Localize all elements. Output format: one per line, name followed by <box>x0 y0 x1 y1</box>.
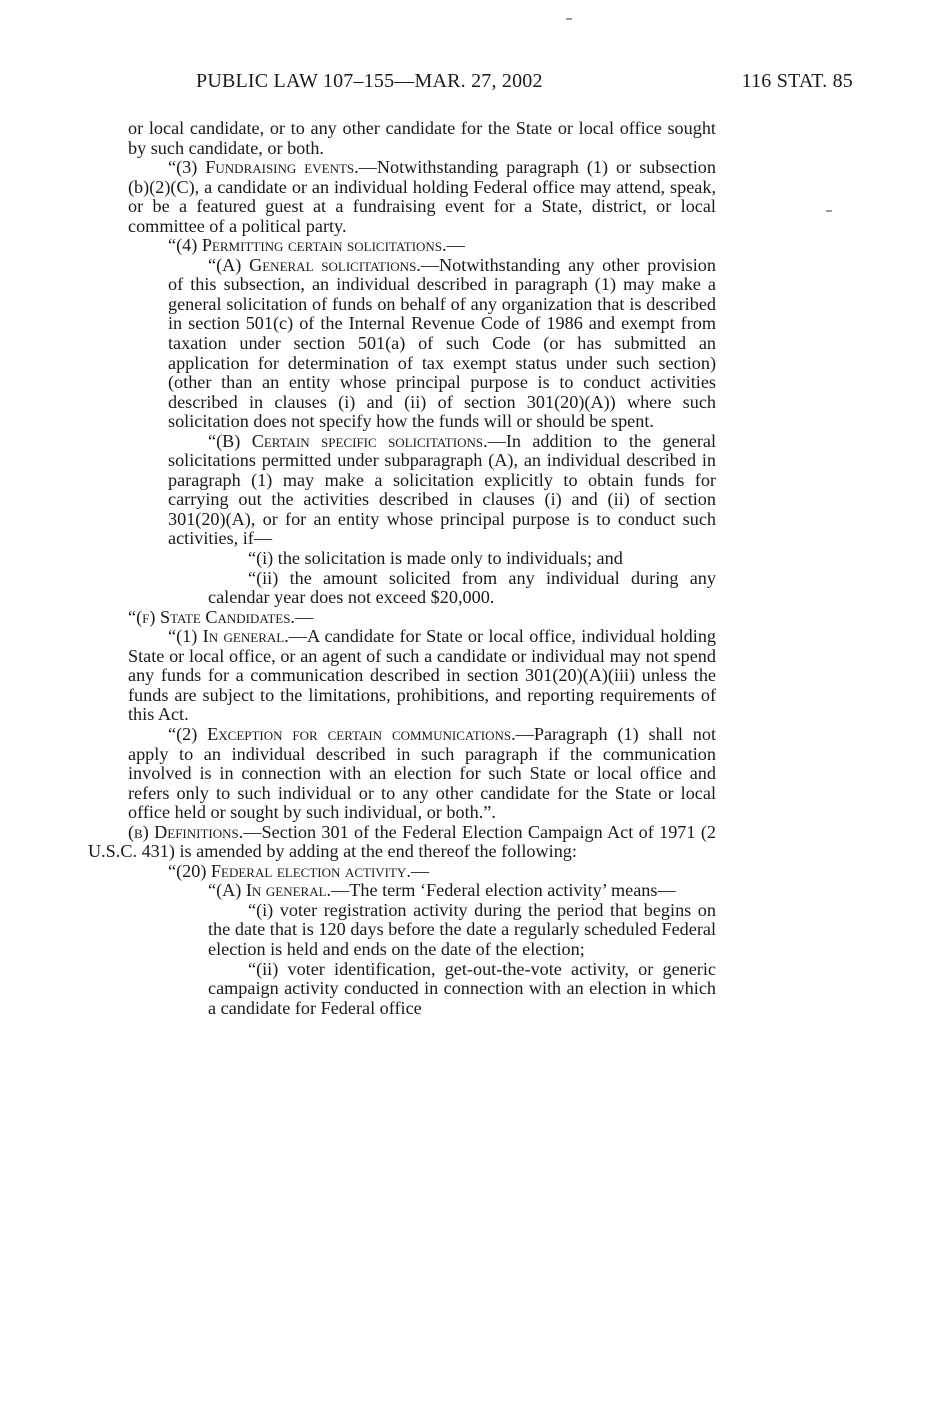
paragraph-in-general: “(1) In general.—A candidate for State or local office, individual holding State or local office, or an agent of such a candidate or individual may not spend any funds for a communication described in section 301(20)(A)(iii) unless the funds are subject to the limitations, prohibitions, and reporting requirements of this Act. <box>128 626 717 725</box>
document-body <box>88 119 716 1018</box>
section-definitions: (b) Definitions.—Section 301 of the Federal Election Campaign Act of 1971 (2 U.S.C. 431) is amended by adding at the end thereof the following: <box>88 821 716 862</box>
clause-ii-amount: “(ii) the amount solicited from any individual during any calendar year does not exceed $20,000. <box>208 567 716 608</box>
paragraph-heading: “(2) Exception for certain communications.— <box>168 723 534 744</box>
section-heading: (b) Definitions.— <box>128 821 262 842</box>
clause-ii-voter-identification: “(ii) voter identification, get-out-the-vote activity, or generic campaign activity conducted in connection with an election in which a candidate for Federal office <box>208 958 716 1018</box>
paragraph-heading: “(B) Certain specific solicitations.— <box>208 430 506 451</box>
header-page-number: 116 STAT. 85 <box>741 70 853 92</box>
header-title: PUBLIC LAW 107–155—MAR. 27, 2002 <box>196 70 543 92</box>
paragraph-specific-solicitations: “(B) Certain specific solicitations.—In addition to the general solicitations permitted under subparagraph (A), an individual described in paragraph (1) may make a solicitation explicitly to obtain funds for carrying out the activities described in clauses (i) and (ii) of section 301(20)(A), or for an entity whose principal purpose is to conduct such activities, if— <box>168 430 717 549</box>
scan-speck <box>566 18 572 20</box>
clause-i-voter-registration: “(i) voter registration activity during the period that begins on the date that is 120 days before the date a regularly scheduled Federal election is held and ends on the date of the election; <box>208 899 716 959</box>
paragraph-permitting-solicitations <box>128 236 716 256</box>
section-state-candidates <box>88 608 716 628</box>
page-header <box>0 70 949 96</box>
paragraph-fundraising-events: “(3) Fundraising events.—Notwithstanding paragraph (1) or subsection (b)(2)(C), a candidate or an individual holding Federal office may attend, speak, or be a featured guest at a fundraising event for a State, district, or local committee of a political party. <box>128 157 716 236</box>
paragraph-heading: “(A) In general.— <box>208 880 350 901</box>
clause-i-solicitation: “(i) the solicitation is made only to individuals; and <box>248 548 623 569</box>
scan-speck <box>826 210 832 212</box>
paragraph-exception: “(2) Exception for certain communications.—Paragraph (1) shall not apply to an individual described in such paragraph if the communication involved is in connection with an election for such State or local office and refers only to such individual or to any other candidate for the State or local office held or sought by such individual, or both.”. <box>128 723 716 823</box>
paragraph-heading: “(4) Permitting certain solicitations.— <box>168 235 465 256</box>
paragraph-heading: “(1) In general.— <box>168 626 307 647</box>
paragraph-general-solicitations: “(A) General solicitations.—Notwithstanding any other provision of this subsection, an individual described in paragraph (1) may make a general solicitation of funds on behalf of any organization that is described in section 501(c) of the Internal Revenue Code of 1986 and exempt from taxation under section 501(a) of such Code (or has submitted an application for determination of tax exempt status under such section) (other than an entity whose principal purpose is to conduct activities described in clauses (i) and (ii) of section 301(20)(A)) where such solicitation does not specify how the funds will or should be spent. <box>168 254 716 432</box>
paragraph-heading: “(A) General solicitations.— <box>208 254 440 275</box>
paragraph-heading: “(20) Federal election activity.— <box>168 860 430 881</box>
paragraph-heading: “(3) Fundraising events.— <box>168 157 377 178</box>
paragraph-federal-election-activity <box>128 862 716 882</box>
section-heading: “(f) State Candidates.— <box>128 606 314 627</box>
paragraph-continuation: or local candidate, or to any other candidate for the State or local office sought by such candidate, or both. <box>128 118 716 158</box>
paragraph-definition-in-general: “(A) In general.—The term ‘Federal election activity’ means— <box>208 880 676 901</box>
